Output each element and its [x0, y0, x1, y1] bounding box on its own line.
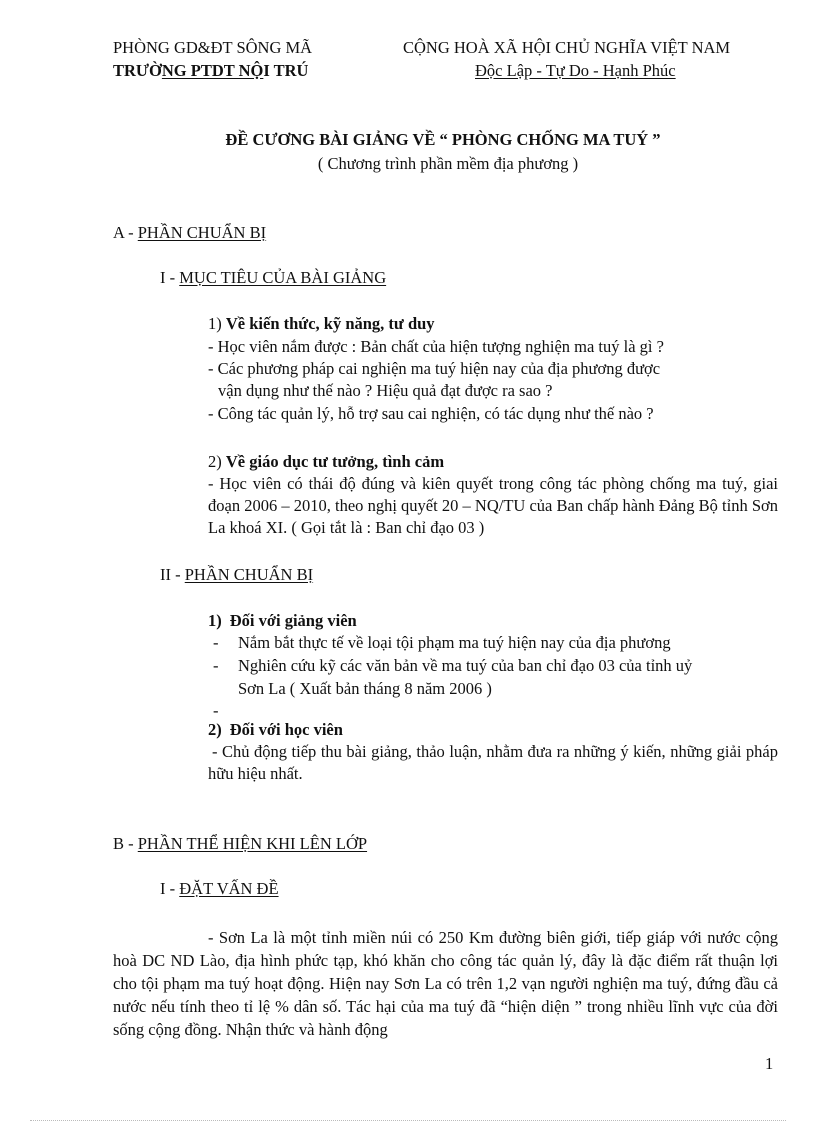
national-motto: Độc Lập - Tự Do - Hạnh Phúc — [475, 61, 676, 80]
bullet-text-continuation: Sơn La ( Xuất bản tháng 8 năm 2006 ) — [238, 679, 492, 698]
item-education-heading — [208, 451, 444, 473]
list-item-continuation: vận dụng như thế nào ? Hiệu quả đạt được ra sao ? — [218, 381, 553, 400]
list-item: - Các phương pháp cai nghiện ma tuý hiện nay của địa phương được — [208, 359, 661, 378]
item-number: 1) — [208, 314, 226, 333]
republic-name: CỘNG HOÀ XÃ HỘI CHỦ NGHĨA VIỆT NAM — [403, 38, 731, 57]
item-number: 1) — [208, 611, 222, 630]
section-a-title: PHẦN CHUẨN BỊ — [137, 223, 267, 242]
part-a1-title: MỤC TIÊU CỦA BÀI GIẢNG — [179, 268, 387, 287]
part-a1-prefix: I - — [160, 268, 180, 287]
section-a-prefix: A - — [113, 223, 138, 242]
school-name-part: I TRÚ — [263, 61, 309, 80]
page-number: 1 — [765, 1054, 774, 1073]
part-b1-prefix: I - — [160, 879, 180, 898]
item-knowledge-heading — [208, 313, 435, 335]
list-item: - Công tác quản lý, hỗ trợ sau cai nghiện, có tác dụng như thế nào ? — [208, 404, 654, 423]
intro-paragraph: - Sơn La là một tỉnh miền núi có 250 Km đường biên giới, tiếp giáp với nước cộng hoà DC ND Lào, địa hình phức tạp, khó khăn cho công tác quản lý, đây là đặc điểm rất thuận lợi cho tội phạm ma tuý hoạt động. Hiện nay Sơn La có trên 1,2 vạn người nghiện ma tuý, đứng đầu cả nước nếu tính theo tỉ lệ % dân số. Tác hại của ma tuý đã “hiện diện ” trong nhiều lĩnh vực của đời sống cộng đồng. Nhận thức và hành động — [113, 928, 778, 1039]
item-title: Đối với giảng viên — [229, 611, 357, 630]
part-a1-heading — [160, 267, 386, 289]
part-a2-prefix: II - — [160, 565, 185, 584]
section-b-heading — [113, 833, 367, 855]
part-a2-heading — [160, 564, 313, 586]
department-name: PHÒNG GD&ĐT SÔNG MÃ — [113, 38, 313, 57]
students-paragraph: - Chủ động tiếp thu bài giảng, thảo luận, nhằm đưa ra những ý kiến, những giải pháp hữu hiệu nhất. — [208, 742, 778, 783]
section-b-title: PHẦN THỂ HIỆN KHI LÊN LỚP — [137, 834, 368, 853]
school-name-underlined: NG PTDT NỘ — [161, 61, 264, 80]
item-title: Về kiến thức, kỹ năng, tư duy — [225, 314, 435, 333]
item-title: Đối với học viên — [229, 720, 343, 739]
school-name — [113, 60, 308, 82]
item-lecturer-heading — [208, 610, 357, 632]
bullet-dash: - — [213, 633, 219, 652]
part-b1-title: ĐẶT VẤN ĐỀ — [179, 879, 279, 898]
empty-bullet: - — [213, 701, 219, 720]
item-number: 2) — [208, 720, 222, 739]
bullet-text: Nắm bắt thực tế về loại tội phạm ma tuý hiện nay của địa phương — [238, 633, 671, 652]
education-paragraph: - Học viên có thái độ đúng và kiên quyết trong công tác phòng chống ma tuý, giai đoạn 2006 – 2010, theo nghị quyết 20 – NQ/TU của Ban chấp hành Đảng Bộ tỉnh Sơn La khoá XI. ( Gọi tắt là : Ban chỉ đạo 03 ) — [208, 474, 778, 537]
part-b1-heading — [160, 878, 279, 900]
section-b-prefix: B - — [113, 834, 138, 853]
part-a2-title: PHẦN CHUẨN BỊ — [184, 565, 314, 584]
bullet-text: Nghiên cứu kỹ các văn bản về ma tuý của ban chỉ đạo 03 của tỉnh uỷ — [238, 656, 693, 675]
item-title: Về giáo dục tư tưởng, tình cảm — [225, 452, 445, 471]
item-students-heading — [208, 719, 343, 741]
list-item: - Học viên nắm được : Bản chất của hiện tượng nghiện ma tuý là gì ? — [208, 337, 664, 356]
document-subtitle: ( Chương trình phần mềm địa phương ) — [317, 154, 579, 173]
item-number: 2) — [208, 452, 226, 471]
school-name-part: TRƯỜ — [113, 61, 162, 80]
section-a-heading — [113, 222, 266, 244]
bullet-dash: - — [213, 656, 219, 675]
document-title: ĐỀ CƯƠNG BÀI GIẢNG VỀ “ PHÒNG CHỐNG MA TUÝ ” — [225, 130, 661, 149]
page-bottom-rule — [30, 1120, 786, 1121]
